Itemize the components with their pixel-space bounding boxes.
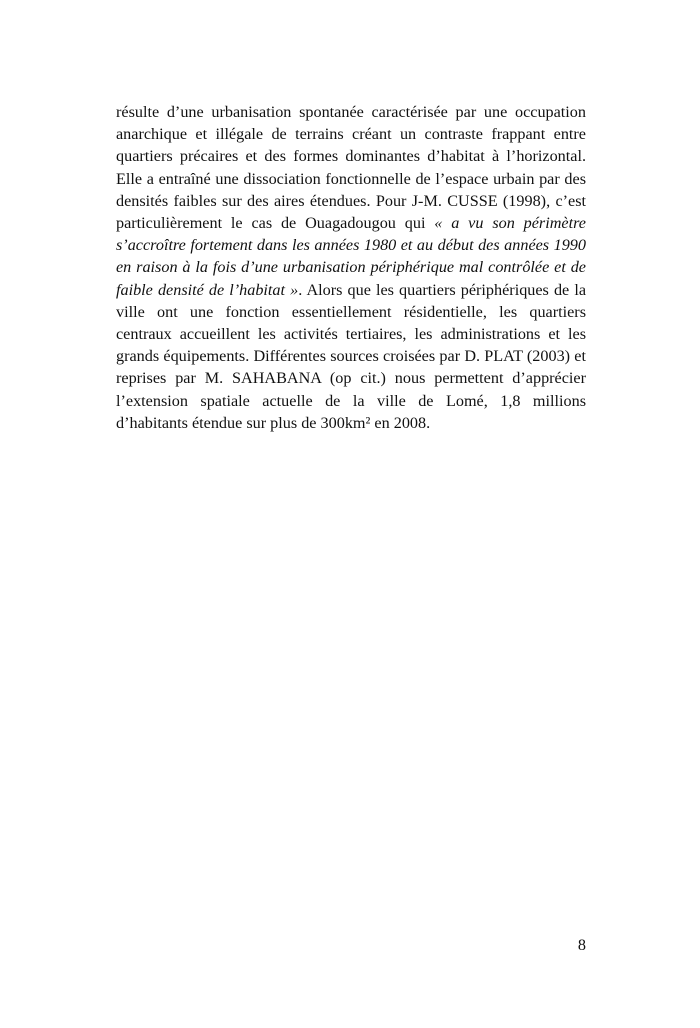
paragraph-text-after-quote: . Alors que les quartiers périphériques de la ville ont une fonction essentiellement résidentielle, les quartiers centraux accueillent les activités tertiaires, les administrations et les grands équipements. Différentes sources croisées par D. PLAT (2003) et reprises par M. SAHABANA (op cit.) nous permettent d’apprécier l’extension spatiale actuelle de la ville de Lomé, 1,8 millions d’habitants étendue sur plus de 300km² en 2008. (116, 280, 586, 432)
cited-quote: « a vu son périmètre s’accroître fortement dans les années 1980 et au début des années 1990 en raison à la fois d’une urbanisation périphérique mal contrôlée et de faible densité de l’habitat » (116, 214, 586, 299)
paragraph (116, 101, 586, 434)
paragraph-text-before-quote: résulte d’une urbanisation spontanée caractérisée par une occupation anarchique et illégale de terrains créant un contraste frappant entre quartiers précaires et des formes dominantes d’habitat à l’horizontal. Elle a entraîné une dissociation fonctionnelle de l’espace urbain par des densités faibles sur des aires étendues. Pour J-M. CUSSE (1998), c’est particulièrement le cas de Ouagadougou qui (116, 103, 586, 233)
page-number: 8 (577, 936, 586, 954)
body-text (116, 101, 586, 434)
